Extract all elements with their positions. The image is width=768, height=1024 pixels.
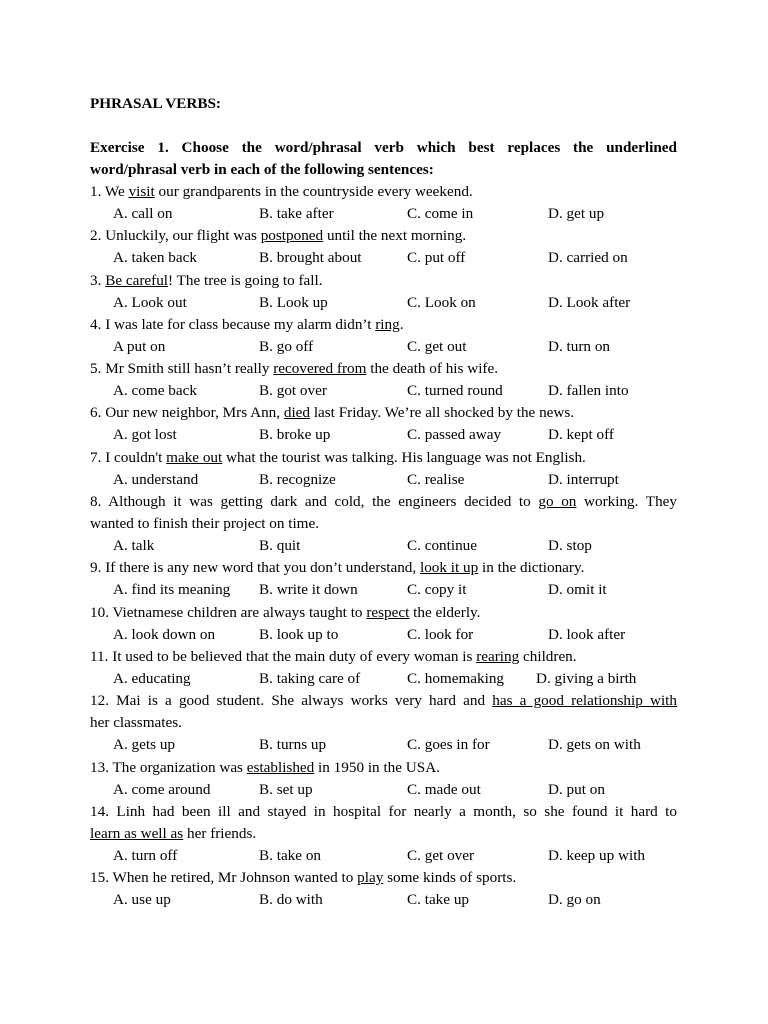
answer-option-d: D. put on	[548, 780, 605, 798]
answer-option-b: B. brought about	[259, 249, 362, 267]
answer-option-b: B. take on	[259, 846, 322, 864]
answer-option-b: B. do with	[259, 891, 323, 909]
question-text: 3.	[90, 271, 106, 289]
answer-option-a: A. Look out	[113, 293, 187, 311]
answer-options	[90, 292, 677, 314]
answer-option-d: D. Look after	[548, 293, 631, 311]
answer-option-b: B. quit	[259, 537, 301, 555]
answer-option-a: A. find its meaning	[113, 581, 231, 599]
question-text: the death of his wife.	[366, 360, 499, 378]
answer-option-c: C. take up	[407, 891, 470, 909]
answer-option-d: D. gets on with	[548, 736, 641, 754]
question-text: 13. The organization was	[90, 758, 247, 776]
answer-option-c: C. goes in for	[407, 736, 490, 754]
question-text: 2. Unluckily, our flight was	[90, 227, 261, 245]
answer-options	[90, 469, 677, 491]
answer-option-a: A. call on	[113, 205, 173, 222]
question-item	[90, 801, 677, 867]
answer-option-c: C. realise	[407, 470, 465, 488]
question-text: 1. We	[90, 183, 129, 200]
underlined-phrase: died	[283, 404, 311, 422]
question-text-line	[90, 447, 677, 469]
answer-option-a: A. got lost	[113, 426, 177, 444]
answer-option-c: C. homemaking	[407, 669, 505, 687]
question-text-line	[90, 712, 677, 734]
answer-option-b: B. Look up	[259, 293, 328, 311]
question-text-line	[90, 823, 677, 845]
question-item	[90, 358, 677, 402]
question-text: wanted to finish their project on time.	[90, 515, 320, 533]
answer-option-d: D. go on	[548, 891, 601, 909]
question-text: 12. Mai is a good student. She always works very hard and	[90, 692, 493, 710]
underlined-phrase: make out	[166, 448, 223, 466]
answer-option-d: D. omit it	[548, 581, 607, 599]
question-text-line	[90, 181, 677, 203]
answer-option-a: A. turn off	[113, 846, 178, 864]
question-text-line	[90, 690, 677, 712]
answer-option-c: C. made out	[407, 780, 481, 798]
question-text: 11. It used to be believed that the main duty of every woman is	[90, 647, 477, 665]
question-text: her classmates.	[90, 714, 182, 732]
answer-option-a: A. use up	[113, 891, 171, 909]
question-text: what the tourist was talking. His language was not English.	[222, 448, 586, 466]
question-text: working. They	[576, 493, 677, 511]
answer-option-b: B. look up to	[259, 625, 339, 643]
answer-option-d: D. look after	[548, 625, 626, 643]
answer-option-a: A put on	[113, 337, 166, 355]
answer-options	[90, 380, 677, 402]
answer-option-d: D. giving a birth	[536, 669, 637, 687]
page-title: PHRASAL VERBS:	[90, 95, 221, 112]
question-text: last Friday. We’re all shocked by the news.	[310, 404, 575, 422]
answer-option-c: C. Look on	[407, 293, 476, 311]
answer-options	[90, 424, 677, 446]
underlined-phrase: go on	[538, 493, 577, 511]
question-text: ! The tree is going to fall.	[168, 271, 323, 289]
question-item	[90, 602, 677, 646]
answer-option-b: B. broke up	[259, 426, 331, 444]
answer-option-b: B. recognize	[259, 470, 336, 488]
underlined-phrase: look it up	[419, 559, 479, 577]
question-text: 10. Vietnamese children are always taught to	[90, 603, 367, 621]
question-text: in the dictionary.	[478, 559, 585, 577]
answer-option-d: D. kept off	[548, 426, 614, 444]
answer-option-c: C. turned round	[407, 382, 503, 400]
answer-option-a: A. taken back	[113, 249, 197, 267]
answer-options	[90, 203, 677, 225]
underlined-phrase: has a good relationship with	[492, 692, 677, 710]
question-text: 4. I was late for class because my alarm didn’t	[90, 315, 376, 333]
answer-option-a: A. educating	[113, 669, 191, 687]
question-item	[90, 314, 677, 358]
question-text: 14. Linh had been ill and stayed in hospital for nearly a month, so she found it hard to	[90, 802, 677, 820]
answer-option-d: D. interrupt	[548, 470, 619, 488]
question-item	[90, 690, 677, 756]
answer-options	[90, 579, 677, 601]
question-text: 6. Our new neighbor, Mrs Ann,	[90, 404, 284, 422]
question-item	[90, 270, 677, 314]
answer-option-c: C. get over	[407, 846, 475, 864]
question-item	[90, 557, 677, 601]
question-text: in 1950 in the USA.	[314, 758, 440, 776]
answer-option-a: A. look down on	[113, 625, 216, 643]
answer-option-c: C. look for	[407, 625, 474, 643]
question-text-line	[90, 225, 677, 247]
answer-options	[90, 535, 677, 557]
answer-options	[90, 624, 677, 646]
question-text: 5. Mr Smith still hasn’t really	[90, 360, 274, 378]
answer-options	[90, 336, 677, 358]
question-text-line	[90, 646, 677, 668]
underlined-phrase: learn as well as	[90, 824, 184, 842]
question-text: the elderly.	[409, 603, 481, 621]
answer-option-a: A. talk	[113, 537, 155, 555]
blank-line	[90, 115, 677, 137]
answer-option-a: A. gets up	[113, 736, 176, 754]
underlined-phrase: Be careful	[105, 271, 169, 289]
question-text: 8. Although it was getting dark and cold, the engineers decided to	[90, 493, 539, 511]
underlined-phrase: play	[357, 869, 384, 887]
underlined-phrase: ring	[375, 315, 400, 333]
question-text: some kinds of sports.	[383, 869, 517, 887]
question-text-line	[90, 801, 677, 823]
question-item	[90, 181, 677, 225]
answer-option-c: C. copy it	[407, 581, 467, 599]
question-text-line	[90, 557, 677, 579]
question-text: 15. When he retired, Mr Johnson wanted to	[90, 869, 358, 887]
answer-option-b: B. go off	[259, 337, 314, 355]
answer-option-d: D. carried on	[548, 249, 628, 267]
answer-option-d: D. fallen into	[548, 382, 629, 400]
question-text-line	[90, 491, 677, 513]
answer-option-d: D. turn on	[548, 337, 611, 355]
question-text: her friends.	[183, 824, 257, 842]
answer-option-a: A. understand	[113, 470, 199, 488]
underlined-phrase: established	[246, 758, 315, 776]
underlined-phrase: rearing	[476, 647, 520, 665]
question-text: .	[399, 315, 404, 333]
underlined-phrase: postponed	[260, 227, 324, 245]
answer-option-d: D. stop	[548, 537, 592, 555]
answer-option-c: C. get out	[407, 337, 467, 355]
answer-option-b: B. turns up	[259, 736, 327, 754]
answer-option-b: B. take after	[259, 205, 334, 222]
answer-option-c: C. continue	[407, 537, 478, 555]
question-text-line	[90, 270, 677, 292]
answer-options	[90, 668, 677, 690]
answer-options	[90, 889, 677, 911]
answer-option-c: C. put off	[407, 249, 466, 267]
answer-option-c: C. passed away	[407, 426, 502, 444]
question-text-line	[90, 314, 677, 336]
question-text-line	[90, 402, 677, 424]
question-item	[90, 402, 677, 446]
answer-option-d: D. keep up with	[548, 846, 646, 864]
question-list	[90, 181, 677, 911]
question-item	[90, 646, 677, 690]
question-text: until the next morning.	[323, 227, 467, 245]
answer-options	[90, 247, 677, 269]
question-text-line	[90, 757, 677, 779]
question-text: our grandparents in the countryside every weekend.	[154, 183, 473, 200]
question-text-line	[90, 602, 677, 624]
question-item	[90, 867, 677, 911]
underlined-phrase: recovered from	[273, 360, 367, 378]
answer-option-a: A. come around	[113, 780, 211, 798]
question-text: 9. If there is any new word that you don’t understand,	[90, 559, 420, 577]
answer-option-a: A. come back	[113, 382, 197, 400]
answer-options	[90, 779, 677, 801]
worksheet-page	[90, 93, 677, 911]
exercise-instruction: Exercise 1. Choose the word/phrasal verb which best replaces the underlined word/phrasal verb in each of the following sentences:	[90, 139, 677, 178]
answer-option-b: B. taking care of	[259, 669, 361, 687]
answer-option-b: B. write it down	[259, 581, 358, 599]
question-text: children.	[519, 647, 577, 665]
underlined-phrase: visit	[128, 183, 155, 200]
question-text-line	[90, 513, 677, 535]
question-item	[90, 757, 677, 801]
answer-options	[90, 845, 677, 867]
question-item	[90, 225, 677, 269]
answer-option-c: C. come in	[407, 205, 474, 222]
question-item	[90, 447, 677, 491]
question-text-line	[90, 867, 677, 889]
question-text-line	[90, 358, 677, 380]
underlined-phrase: respect	[366, 603, 410, 621]
question-text: 7. I couldn't	[90, 448, 167, 466]
question-item	[90, 491, 677, 557]
answer-option-b: B. got over	[259, 382, 327, 400]
answer-options	[90, 734, 677, 756]
answer-option-b: B. set up	[259, 780, 313, 798]
answer-option-d: D. get up	[548, 205, 605, 222]
